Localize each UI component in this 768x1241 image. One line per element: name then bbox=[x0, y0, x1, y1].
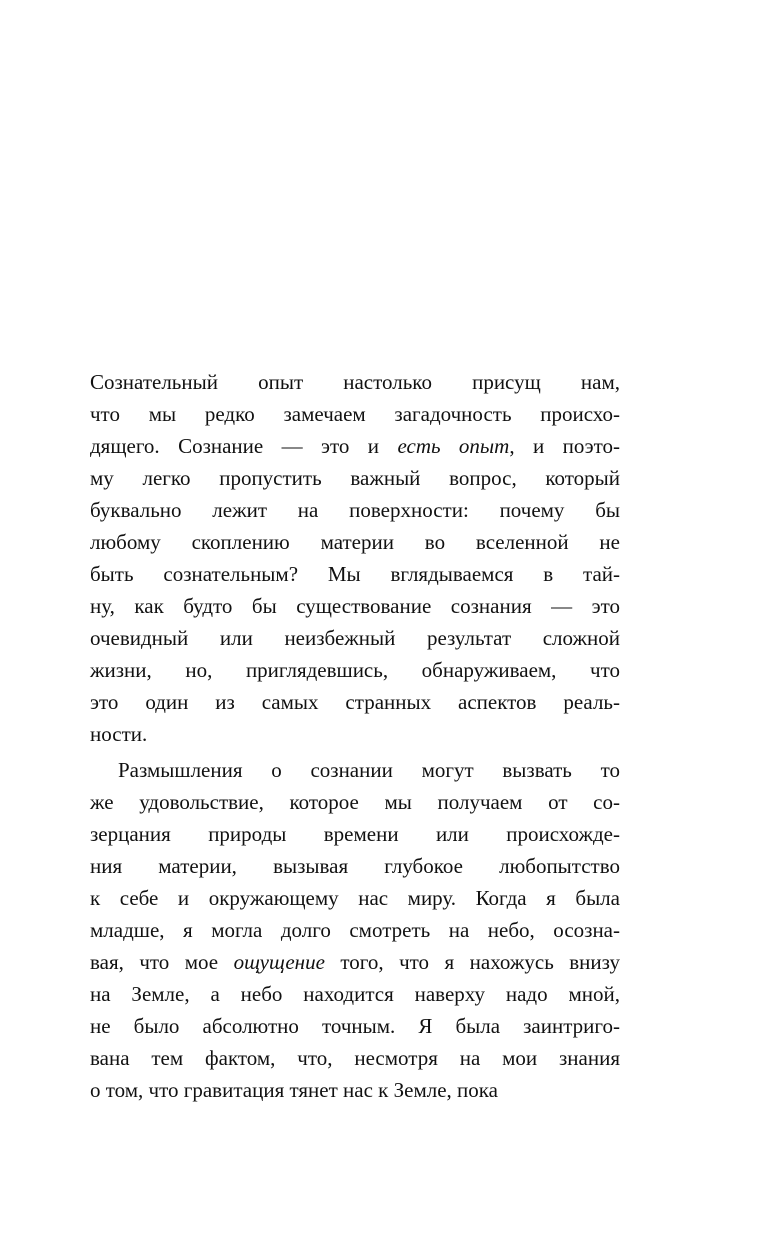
text-segment: на Земле, а небо находится наверху надо мной, bbox=[90, 982, 620, 1006]
text-line bbox=[90, 1010, 620, 1042]
text-segment: вая, что мое bbox=[90, 950, 234, 974]
text-segment: что мы редко замечаем загадочность происхо- bbox=[90, 402, 620, 426]
text-line bbox=[90, 462, 620, 494]
text-segment: не было абсолютно точным. Я была заинтриго- bbox=[90, 1014, 620, 1038]
italic-emphasis: ощущение bbox=[233, 950, 325, 974]
text-segment: дящего. Сознание — это и bbox=[90, 434, 398, 458]
text-segment: это один из самых странных аспектов реаль- bbox=[90, 690, 620, 714]
text-segment: ния материи, вызывая глубокое любопытство bbox=[90, 854, 620, 878]
text-segment: вана тем фактом, что, несмотря на мои знания bbox=[90, 1046, 620, 1070]
text-segment: зерцания природы времени или происхожде- bbox=[90, 822, 620, 846]
text-line bbox=[90, 850, 620, 882]
text-segment: любому скоплению материи во вселенной не bbox=[90, 530, 620, 554]
text-line bbox=[90, 786, 620, 818]
text-line bbox=[90, 1042, 620, 1074]
text-segment: к себе и окружающему нас миру. Когда я была bbox=[90, 886, 620, 910]
text-line bbox=[90, 622, 620, 654]
text-line bbox=[90, 686, 620, 718]
text-line bbox=[90, 914, 620, 946]
text-line bbox=[90, 1074, 620, 1106]
text-line bbox=[90, 882, 620, 914]
text-line bbox=[90, 398, 620, 430]
paragraph-1 bbox=[90, 366, 620, 750]
italic-emphasis: есть опыт bbox=[397, 434, 510, 458]
text-segment: му легко пропустить важный вопрос, который bbox=[90, 466, 620, 490]
text-line bbox=[90, 978, 620, 1010]
text-line bbox=[90, 590, 620, 622]
text-segment: ности. bbox=[90, 722, 148, 746]
text-segment: того, что я нахожусь внизу bbox=[324, 950, 620, 974]
text-segment: о том, что гравитация тянет нас к Земле, пока bbox=[90, 1078, 498, 1102]
text-line bbox=[90, 494, 620, 526]
body-text bbox=[90, 366, 620, 1106]
text-line bbox=[90, 526, 620, 558]
text-segment: Размышления о сознании могут вызвать то bbox=[118, 758, 620, 782]
text-line bbox=[90, 718, 620, 750]
text-line bbox=[90, 558, 620, 590]
text-line bbox=[90, 818, 620, 850]
text-segment: буквально лежит на поверхности: почему бы bbox=[90, 498, 620, 522]
text-segment: младше, я могла долго смотреть на небо, осозна- bbox=[90, 918, 620, 942]
text-segment: , и поэто- bbox=[509, 434, 620, 458]
text-line bbox=[90, 366, 620, 398]
text-segment: же удовольствие, которое мы получаем от со- bbox=[90, 790, 620, 814]
text-line bbox=[90, 430, 620, 462]
text-line bbox=[90, 654, 620, 686]
text-segment: Сознательный опыт настолько присущ нам, bbox=[90, 370, 620, 394]
text-segment: очевидный или неизбежный результат сложной bbox=[90, 626, 620, 650]
text-segment: ну, как будто бы существование сознания — это bbox=[90, 594, 620, 618]
text-line bbox=[90, 754, 620, 786]
text-segment: быть сознательным? Мы вглядываемся в тай- bbox=[90, 562, 620, 586]
text-line bbox=[90, 946, 620, 978]
paragraph-2 bbox=[90, 754, 620, 1106]
text-segment: жизни, но, приглядевшись, обнаруживаем, что bbox=[90, 658, 620, 682]
